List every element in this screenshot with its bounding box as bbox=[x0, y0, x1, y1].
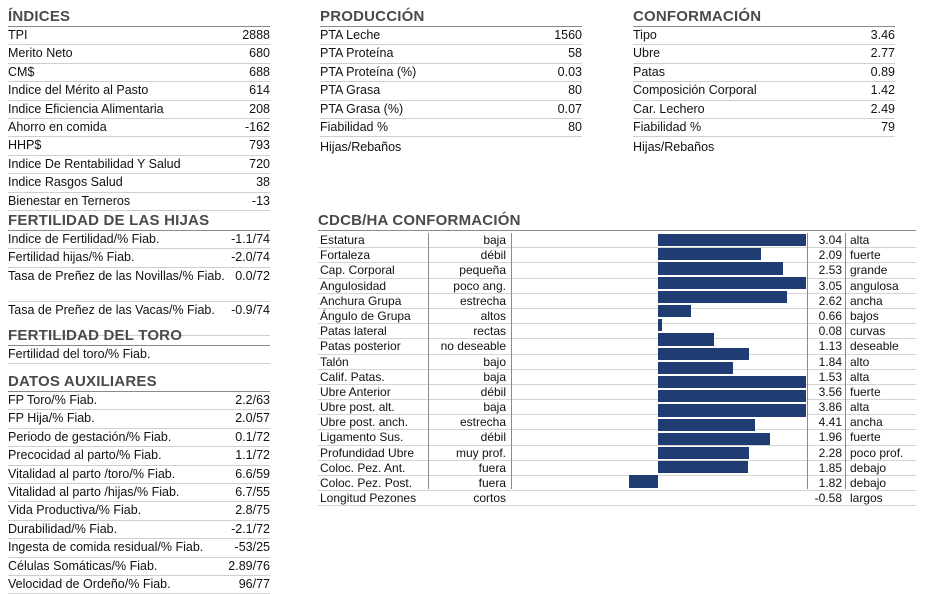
conformacion-label: Car. Lechero bbox=[633, 101, 705, 116]
conformacion-label: Patas bbox=[633, 64, 665, 79]
cdcb-value: 3.05 bbox=[818, 278, 842, 293]
produccion-row bbox=[320, 27, 582, 45]
indices-value: 38 bbox=[256, 175, 270, 190]
cdcb-trait-name: Coloc. Pez. Post. bbox=[320, 476, 413, 490]
produccion-row bbox=[320, 101, 582, 119]
cdcb-trait-name: Calif. Patas. bbox=[320, 369, 385, 384]
fertilidad-hijas-value: -0.9/74 bbox=[231, 302, 270, 317]
cdcb-trait-name: Estatura bbox=[320, 233, 365, 247]
indices-row bbox=[8, 137, 270, 155]
cdcb-bar bbox=[658, 277, 806, 289]
indices-label: CM$ bbox=[8, 64, 35, 79]
cdcb-value: 2.28 bbox=[818, 445, 842, 460]
datos-auxiliares-label: FP Toro/% Fiab. bbox=[8, 393, 98, 407]
datos-auxiliares-value: 2.0/57 bbox=[235, 411, 270, 426]
datos-auxiliares-value: 1.1/72 bbox=[235, 448, 270, 463]
conformacion-row bbox=[633, 101, 895, 119]
cdcb-high-label: angulosa bbox=[850, 278, 899, 293]
cdcb-trait-name: Ligamento Sus. bbox=[320, 430, 404, 445]
cdcb-trait-name: Coloc. Pez. Ant. bbox=[320, 460, 406, 475]
datos-auxiliares-label: Velocidad de Ordeño/% Fiab. bbox=[8, 576, 171, 591]
indices-label: Ahorro en comida bbox=[8, 119, 107, 134]
indices-label: Indice del Mérito al Pasto bbox=[8, 83, 149, 98]
cdcb-bar bbox=[629, 475, 658, 487]
conformacion-value: 2.77 bbox=[870, 46, 895, 61]
cdcb-bar bbox=[658, 305, 691, 317]
cdcb-trait-name: Profundidad Ubre bbox=[320, 445, 415, 460]
conformacion-row bbox=[633, 119, 895, 137]
cdcb-bar bbox=[658, 333, 714, 345]
produccion-value: 58 bbox=[568, 46, 582, 61]
cdcb-column-divider bbox=[845, 233, 846, 489]
produccion-value: 80 bbox=[568, 83, 582, 98]
cdcb-trait-name: Talón bbox=[320, 354, 349, 369]
datos-auxiliares-title: DATOS AUXILIARES bbox=[8, 373, 270, 392]
cdcb-value: 1.13 bbox=[818, 339, 842, 354]
cdcb-value: 1.53 bbox=[818, 369, 842, 384]
cdcb-low-label: baja bbox=[483, 400, 506, 415]
cdcb-low-label: altos bbox=[480, 308, 506, 323]
indices-title: ÍNDICES bbox=[8, 8, 270, 27]
fertilidad-hijas-title: FERTILIDAD DE LAS HIJAS bbox=[8, 212, 270, 231]
cdcb-bar bbox=[658, 404, 806, 416]
cdcb-trait-name: Cap. Corporal bbox=[320, 263, 395, 278]
conformacion-value: 1.42 bbox=[870, 83, 895, 98]
cdcb-value: 2.09 bbox=[818, 248, 842, 263]
datos-auxiliares-row bbox=[8, 429, 270, 447]
datos-auxiliares-row bbox=[8, 558, 270, 576]
indices-value: -13 bbox=[251, 193, 270, 208]
cdcb-bar bbox=[658, 348, 749, 360]
datos-auxiliares-label: Vida Productiva/% Fiab. bbox=[8, 503, 142, 518]
fertilidad-hijas-section bbox=[8, 212, 270, 336]
produccion-title: PRODUCCIÓN bbox=[320, 8, 582, 27]
conformacion-row bbox=[633, 82, 895, 100]
datos-auxiliares-row bbox=[8, 410, 270, 428]
produccion-label: PTA Grasa bbox=[320, 83, 381, 98]
fertilidad-hijas-list bbox=[8, 231, 270, 336]
cdcb-bar bbox=[658, 433, 770, 445]
datos-auxiliares-value: 2.2/63 bbox=[235, 393, 270, 407]
datos-auxiliares-row bbox=[8, 502, 270, 520]
conformacion-section bbox=[633, 8, 895, 155]
produccion-value: 0.03 bbox=[557, 64, 582, 79]
cdcb-high-label: ancha bbox=[850, 415, 883, 430]
datos-auxiliares-value: 2.8/75 bbox=[235, 503, 270, 518]
cdcb-bar bbox=[658, 291, 787, 303]
datos-auxiliares-label: Durabilidad/% Fiab. bbox=[8, 521, 118, 536]
indices-value: 208 bbox=[249, 101, 270, 116]
indices-row bbox=[8, 193, 270, 211]
conformacion-value: 3.46 bbox=[870, 28, 895, 42]
conformacion-label: Ubre bbox=[633, 46, 661, 61]
indices-row bbox=[8, 156, 270, 174]
cdcb-bar bbox=[658, 461, 748, 473]
cdcb-low-label: débil bbox=[480, 384, 506, 399]
datos-auxiliares-value: 0.1/72 bbox=[235, 429, 270, 444]
datos-auxiliares-section bbox=[8, 373, 270, 594]
cdcb-high-label: fuerte bbox=[850, 248, 881, 263]
cdcb-low-label: fuera bbox=[478, 476, 506, 490]
indices-label: Indice De Rentabilidad Y Salud bbox=[8, 156, 181, 171]
cdcb-value: 3.04 bbox=[818, 233, 842, 247]
cdcb-low-label: bajo bbox=[483, 354, 506, 369]
fertilidad-toro-label: Fertilidad del toro/% Fiab. bbox=[8, 347, 151, 361]
conformacion-list bbox=[633, 27, 895, 137]
datos-auxiliares-label: Vitalidad al parto /toro/% Fiab. bbox=[8, 466, 176, 481]
indices-list bbox=[8, 27, 270, 211]
indices-row bbox=[8, 82, 270, 100]
produccion-value: 1560 bbox=[554, 28, 582, 42]
fertilidad-hijas-value: -1.1/74 bbox=[231, 232, 270, 246]
indices-label: Indice Eficiencia Alimentaria bbox=[8, 101, 164, 116]
datos-auxiliares-label: Células Somáticas/% Fiab. bbox=[8, 558, 158, 573]
fertilidad-hijas-label: Indice de Fertilidad/% Fiab. bbox=[8, 232, 160, 246]
datos-auxiliares-value: 96/77 bbox=[238, 576, 270, 591]
cdcb-low-label: débil bbox=[480, 248, 506, 263]
indices-label: Bienestar en Terneros bbox=[8, 193, 131, 208]
cdcb-bar bbox=[658, 419, 755, 431]
cdcb-trait-name: Longitud Pezones bbox=[320, 491, 417, 506]
datos-auxiliares-value: -2.1/72 bbox=[231, 521, 270, 536]
produccion-value: 80 bbox=[568, 119, 582, 134]
cdcb-value: 0.66 bbox=[818, 308, 842, 323]
cdcb-bar bbox=[658, 376, 806, 388]
cdcb-high-label: alto bbox=[850, 354, 870, 369]
cdcb-low-label: baja bbox=[483, 369, 506, 384]
cdcb-high-label: curvas bbox=[850, 324, 886, 339]
datos-auxiliares-label: FP Hija/% Fiab. bbox=[8, 411, 95, 426]
indices-value: 720 bbox=[249, 156, 270, 171]
cdcb-low-label: débil bbox=[480, 430, 506, 445]
produccion-row bbox=[320, 64, 582, 82]
fertilidad-hijas-row bbox=[8, 231, 270, 249]
fertilidad-toro-list bbox=[8, 346, 270, 364]
cdcb-bar bbox=[658, 248, 761, 260]
indices-label: Merito Neto bbox=[8, 46, 73, 61]
indices-row bbox=[8, 101, 270, 119]
cdcb-conformacion-chart bbox=[318, 212, 916, 506]
datos-auxiliares-value: 6.7/55 bbox=[235, 484, 270, 499]
datos-auxiliares-row bbox=[8, 447, 270, 465]
cdcb-high-label: grande bbox=[850, 263, 888, 278]
datos-auxiliares-row bbox=[8, 576, 270, 594]
cdcb-value: 1.84 bbox=[818, 354, 842, 369]
cdcb-trait-name: Patas posterior bbox=[320, 339, 401, 354]
cdcb-column-divider bbox=[428, 233, 429, 489]
conformacion-footer: Hijas/Rebaños bbox=[633, 140, 715, 155]
indices-value: 688 bbox=[249, 64, 270, 79]
datos-auxiliares-label: Ingesta de comida residual/% Fiab. bbox=[8, 540, 204, 555]
indices-value: 2888 bbox=[242, 28, 270, 42]
cdcb-bars bbox=[511, 233, 807, 506]
cdcb-low-label: poco ang. bbox=[453, 278, 506, 293]
produccion-label: PTA Grasa (%) bbox=[320, 101, 404, 116]
indices-label: HHP$ bbox=[8, 138, 42, 153]
produccion-list bbox=[320, 27, 582, 137]
conformacion-row bbox=[633, 64, 895, 82]
conformacion-title: CONFORMACIÓN bbox=[633, 8, 895, 27]
cdcb-trait-name: Ángulo de Grupa bbox=[320, 308, 411, 323]
cdcb-low-label: estrecha bbox=[459, 293, 506, 308]
indices-value: 680 bbox=[249, 46, 270, 61]
fertilidad-toro-title: FERTILIDAD DEL TORO bbox=[8, 327, 270, 346]
indices-label: Indice Rasgos Salud bbox=[8, 175, 123, 190]
cdcb-high-label: alta bbox=[850, 400, 870, 415]
cdcb-low-label: muy prof. bbox=[455, 445, 506, 460]
cdcb-trait-name: Patas lateral bbox=[320, 324, 387, 339]
cdcb-bar bbox=[658, 262, 783, 274]
produccion-section bbox=[320, 8, 582, 155]
datos-auxiliares-list bbox=[8, 392, 270, 594]
conformacion-value: 2.49 bbox=[870, 101, 895, 116]
produccion-row bbox=[320, 82, 582, 100]
produccion-label: PTA Leche bbox=[320, 28, 381, 42]
fertilidad-toro-section bbox=[8, 327, 270, 364]
cdcb-chart-body bbox=[318, 233, 916, 506]
indices-value: 793 bbox=[249, 138, 270, 153]
cdcb-value: 1.82 bbox=[818, 476, 842, 490]
cdcb-high-label: fuerte bbox=[850, 384, 881, 399]
cdcb-value: 1.85 bbox=[818, 460, 842, 475]
cdcb-trait-name: Fortaleza bbox=[320, 248, 371, 263]
cdcb-value: 0.08 bbox=[818, 324, 842, 339]
cdcb-trait-name: Ubre post. alt. bbox=[320, 400, 395, 415]
cdcb-low-label: rectas bbox=[473, 324, 506, 339]
conformacion-label: Tipo bbox=[633, 28, 657, 42]
cdcb-bar bbox=[658, 234, 806, 246]
datos-auxiliares-row bbox=[8, 539, 270, 557]
datos-auxiliares-value: 6.6/59 bbox=[235, 466, 270, 481]
fertilidad-hijas-value: 0.0/72 bbox=[235, 268, 270, 283]
cdcb-bar bbox=[658, 447, 749, 459]
produccion-label: PTA Proteína (%) bbox=[320, 64, 417, 79]
conformacion-label: Fiabilidad % bbox=[633, 119, 702, 134]
cdcb-low-label: cortos bbox=[473, 491, 506, 506]
cdcb-value: 1.96 bbox=[818, 430, 842, 445]
indices-row bbox=[8, 27, 270, 45]
cdcb-low-label: fuera bbox=[478, 460, 506, 475]
produccion-row bbox=[320, 119, 582, 137]
cdcb-low-label: baja bbox=[483, 233, 506, 247]
conformacion-value: 79 bbox=[881, 119, 895, 134]
cdcb-trait-name: Ubre Anterior bbox=[320, 384, 391, 399]
cdcb-low-label: no deseable bbox=[440, 339, 506, 354]
fertilidad-toro-row bbox=[8, 346, 270, 364]
cdcb-value: 2.62 bbox=[818, 293, 842, 308]
indices-row bbox=[8, 64, 270, 82]
datos-auxiliares-row bbox=[8, 466, 270, 484]
conformacion-label: Composición Corporal bbox=[633, 83, 757, 98]
indices-value: -162 bbox=[244, 119, 270, 134]
datos-auxiliares-row bbox=[8, 392, 270, 410]
cdcb-column-divider bbox=[807, 233, 808, 489]
produccion-footer: Hijas/Rebaños bbox=[320, 140, 402, 155]
cdcb-high-label: ancha bbox=[850, 293, 883, 308]
cdcb-high-label: alta bbox=[850, 233, 870, 247]
cdcb-high-label: debajo bbox=[850, 476, 887, 490]
cdcb-trait-name: Angulosidad bbox=[320, 278, 387, 293]
cdcb-bar bbox=[658, 362, 733, 374]
cdcb-value: -0.58 bbox=[814, 491, 842, 506]
indices-section bbox=[8, 8, 270, 211]
cdcb-value: 3.56 bbox=[818, 384, 842, 399]
datos-auxiliares-label: Periodo de gestación/% Fiab. bbox=[8, 429, 172, 444]
indices-row bbox=[8, 45, 270, 63]
indices-row bbox=[8, 174, 270, 192]
cdcb-high-label: bajos bbox=[850, 308, 879, 323]
cdcb-low-label: pequeña bbox=[459, 263, 506, 278]
fertilidad-hijas-label: Fertilidad hijas/% Fiab. bbox=[8, 250, 135, 265]
conformacion-row bbox=[633, 27, 895, 45]
cdcb-value: 4.41 bbox=[818, 415, 842, 430]
cdcb-value: 3.86 bbox=[818, 400, 842, 415]
cdcb-trait-name: Anchura Grupa bbox=[320, 293, 402, 308]
cdcb-high-label: largos bbox=[850, 491, 883, 506]
cdcb-bar bbox=[658, 390, 806, 402]
cdcb-bar bbox=[658, 319, 662, 331]
cdcb-high-label: poco prof. bbox=[850, 445, 904, 460]
datos-auxiliares-row bbox=[8, 484, 270, 502]
conformacion-row bbox=[633, 45, 895, 63]
indices-value: 614 bbox=[249, 83, 270, 98]
cdcb-high-label: alta bbox=[850, 369, 870, 384]
cdcb-column-divider bbox=[511, 233, 512, 489]
cdcb-value: 2.53 bbox=[818, 263, 842, 278]
datos-auxiliares-value: 2.89/76 bbox=[228, 558, 270, 573]
indices-row bbox=[8, 119, 270, 137]
produccion-row bbox=[320, 45, 582, 63]
produccion-value: 0.07 bbox=[557, 101, 582, 116]
cdcb-high-label: debajo bbox=[850, 460, 887, 475]
cdcb-low-label: estrecha bbox=[459, 415, 506, 430]
datos-auxiliares-value: -53/25 bbox=[234, 540, 270, 555]
cdcb-title: CDCB/HA CONFORMACIÓN bbox=[318, 212, 916, 231]
produccion-label: Fiabilidad % bbox=[320, 119, 389, 134]
cdcb-high-label: fuerte bbox=[850, 430, 881, 445]
indices-label: TPI bbox=[8, 28, 28, 42]
fertilidad-hijas-label: Tasa de Preñez de las Novillas/% Fiab. bbox=[8, 268, 225, 283]
datos-auxiliares-row bbox=[8, 521, 270, 539]
cdcb-trait-name: Ubre post. anch. bbox=[320, 415, 409, 430]
conformacion-value: 0.89 bbox=[870, 64, 895, 79]
fertilidad-hijas-label: Tasa de Preñez de las Vacas/% Fiab. bbox=[8, 302, 215, 317]
fertilidad-hijas-row bbox=[8, 249, 270, 267]
datos-auxiliares-label: Precocidad al parto/% Fiab. bbox=[8, 448, 162, 463]
fertilidad-hijas-value: -2.0/74 bbox=[231, 250, 270, 265]
datos-auxiliares-label: Vitalidad al parto /hijas/% Fiab. bbox=[8, 484, 180, 499]
cdcb-high-label: deseable bbox=[850, 339, 899, 354]
fertilidad-hijas-row bbox=[8, 268, 270, 302]
produccion-label: PTA Proteína bbox=[320, 46, 394, 61]
